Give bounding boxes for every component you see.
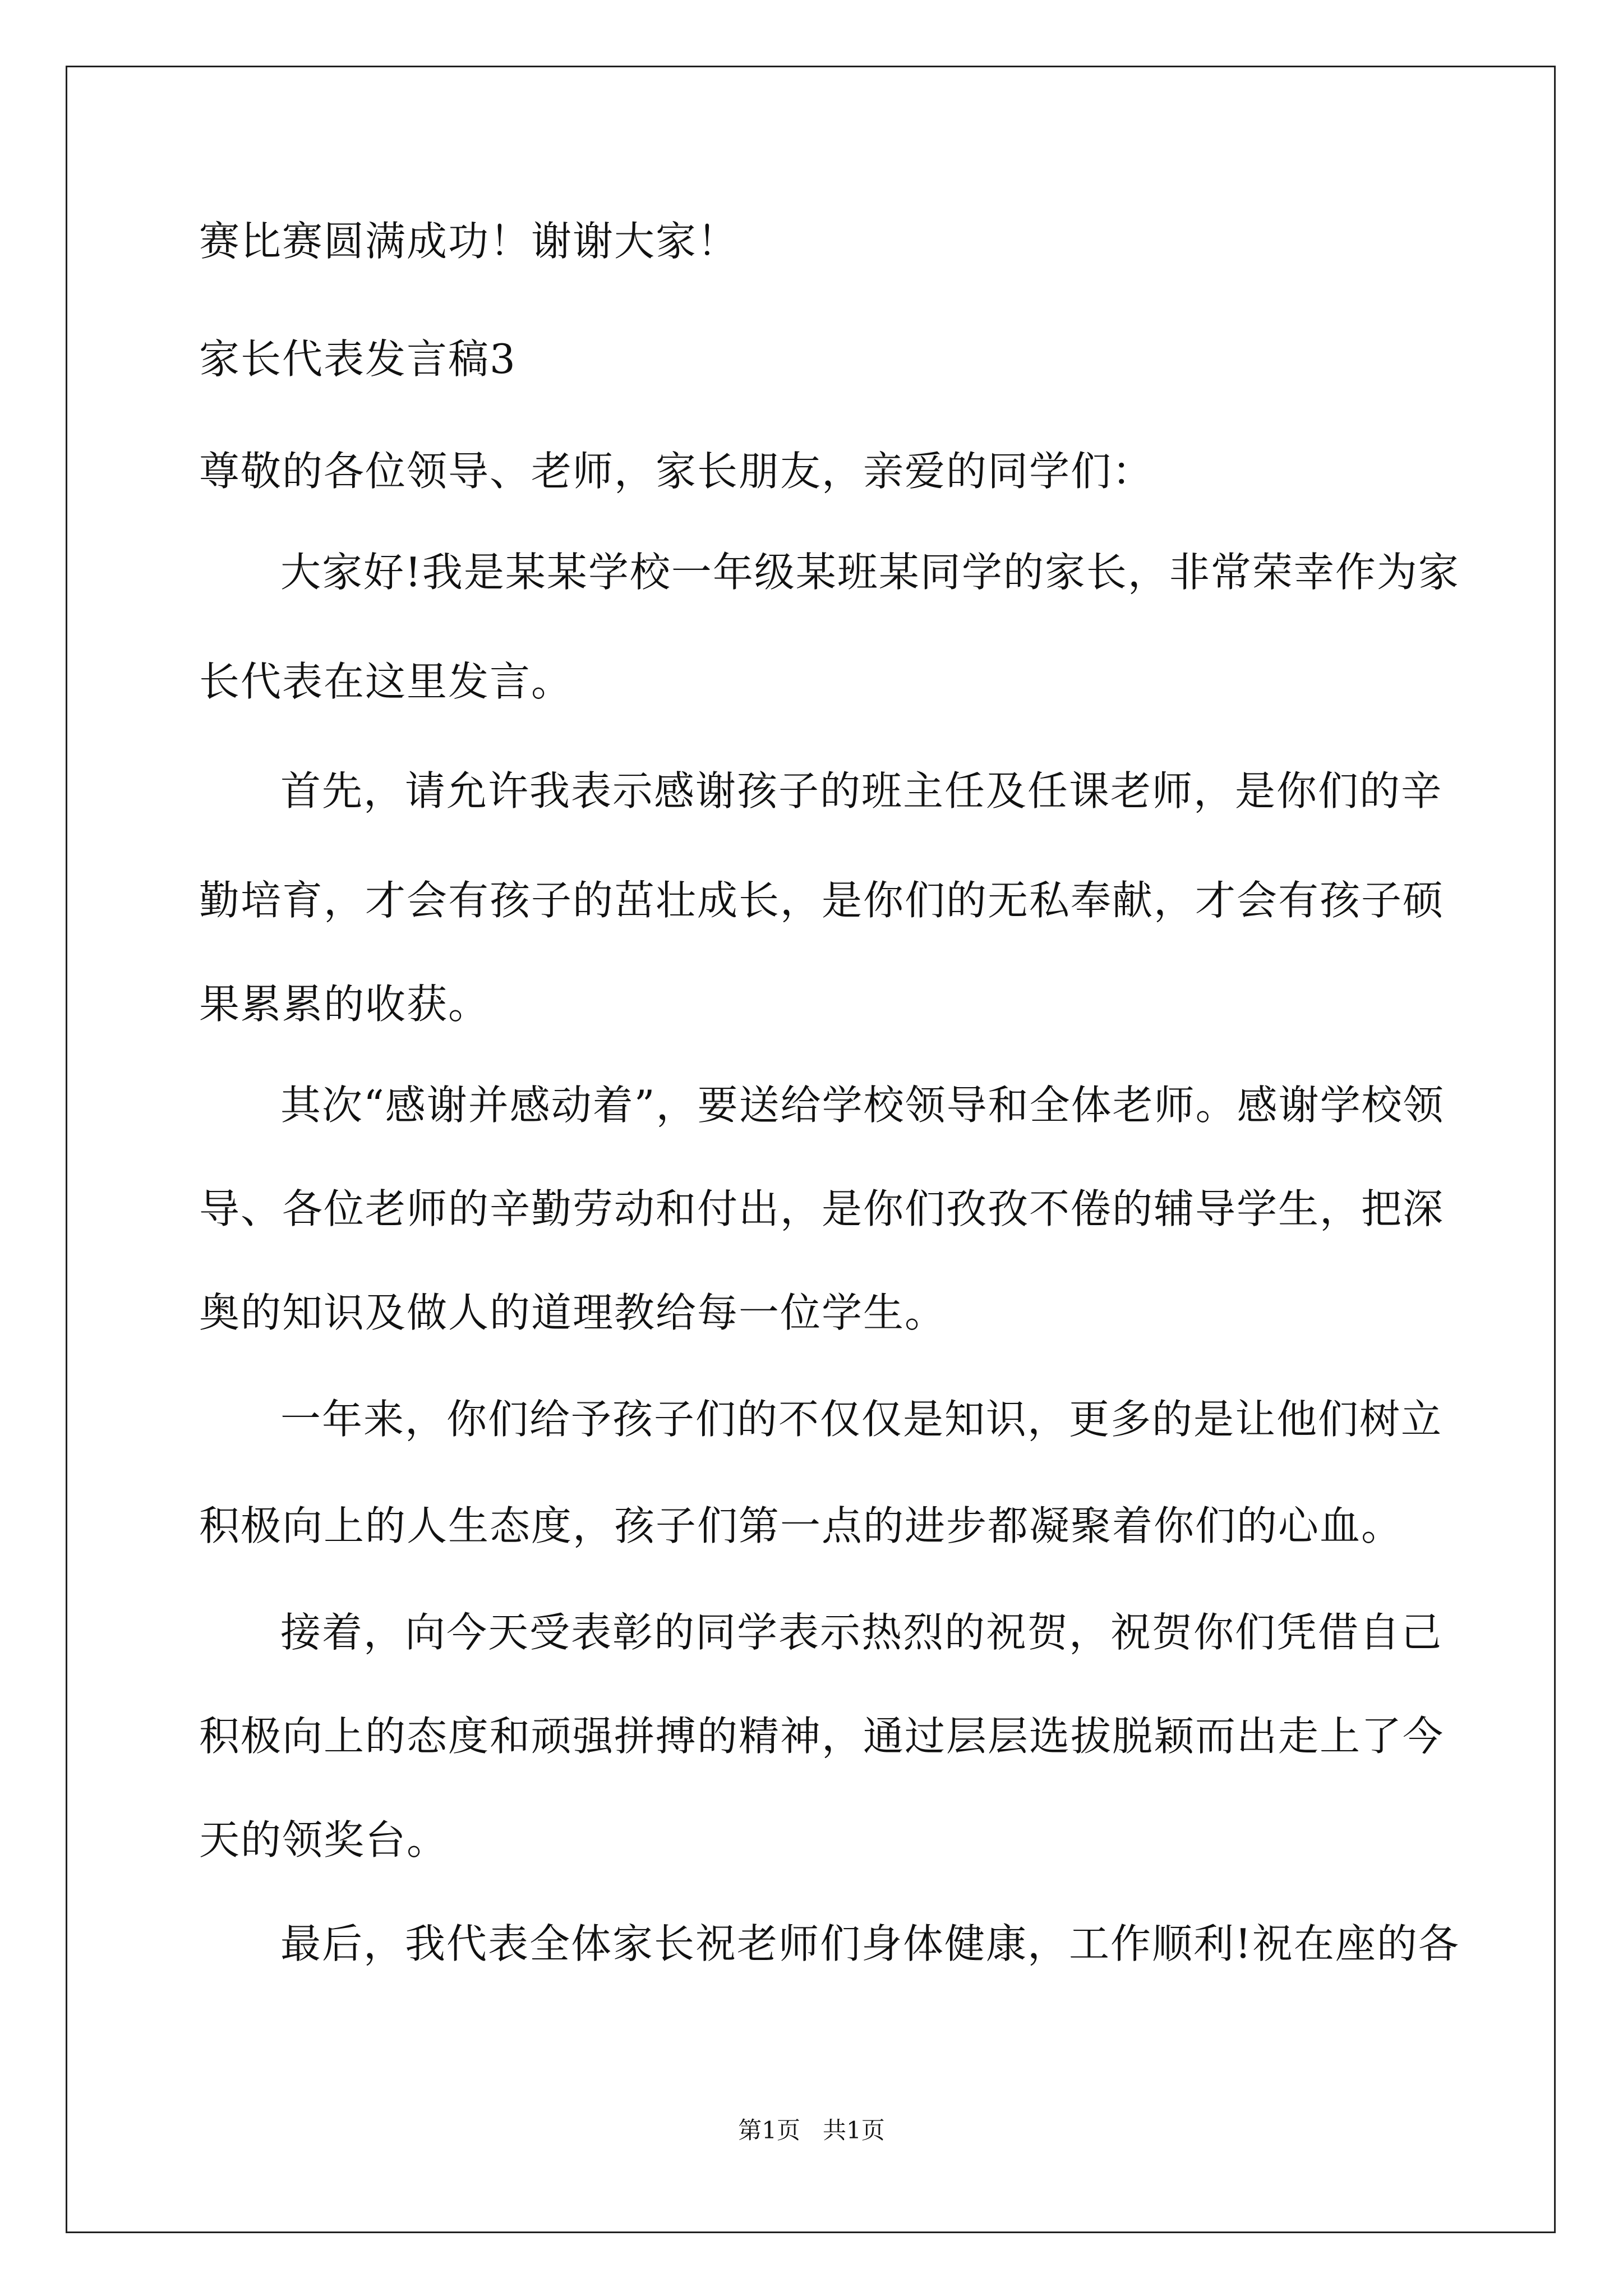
paragraph-line: 勤培育，才会有孩子的茁壮成长，是你们的无私奉献，才会有孩子硕	[199, 877, 1445, 924]
salutation: 尊敬的各位领导、老师，家长朋友，亲爱的同学们：	[199, 448, 1154, 495]
paragraph-line: 天的领奖台。	[199, 1816, 449, 1864]
paragraph-line: 最后，我代表全体家长祝老师们身体健康，工作顺利!祝在座的各	[280, 1920, 1460, 1967]
page-total: 共1页	[823, 2116, 885, 2144]
paragraph-line: 奥的知识及做人的道理教给每一位学生。	[199, 1289, 947, 1336]
paragraph-line: 积极向上的人生态度，孩子们第一点的进步都凝聚着你们的心血。	[199, 1502, 1403, 1549]
paragraph-line: 首先，请允许我表示感谢孩子的班主任及任课老师，是你们的辛	[280, 767, 1443, 815]
section-title: 家长代表发言稿3	[199, 335, 517, 383]
paragraph-line: 大家好!我是某某学校一年级某班某同学的家长，非常荣幸作为家	[280, 549, 1460, 596]
paragraph-line: 积极向上的态度和顽强拼搏的精神，通过层层选拔脱颖而出走上了今	[199, 1713, 1445, 1760]
page-footer	[0, 2115, 1623, 2146]
paragraph-line: 一年来，你们给予孩子们的不仅仅是知识，更多的是让他们树立	[280, 1396, 1443, 1443]
paragraph-line: 其次“感谢并感动着”，要送给学校领导和全体老师。感谢学校领	[280, 1082, 1445, 1129]
paragraph-line: 接着，向今天受表彰的同学表示热烈的祝贺，祝贺你们凭借自己	[280, 1609, 1443, 1656]
page-number: 第1页	[738, 2116, 800, 2144]
page-border	[66, 66, 1556, 2233]
text-line: 赛比赛圆满成功！谢谢大家！	[199, 218, 739, 265]
paragraph-line: 长代表在这里发言。	[199, 658, 573, 705]
paragraph-line: 导、各位老师的辛勤劳动和付出，是你们孜孜不倦的辅导学生，把深	[199, 1185, 1445, 1232]
paragraph-line: 果累累的收获。	[199, 981, 490, 1028]
